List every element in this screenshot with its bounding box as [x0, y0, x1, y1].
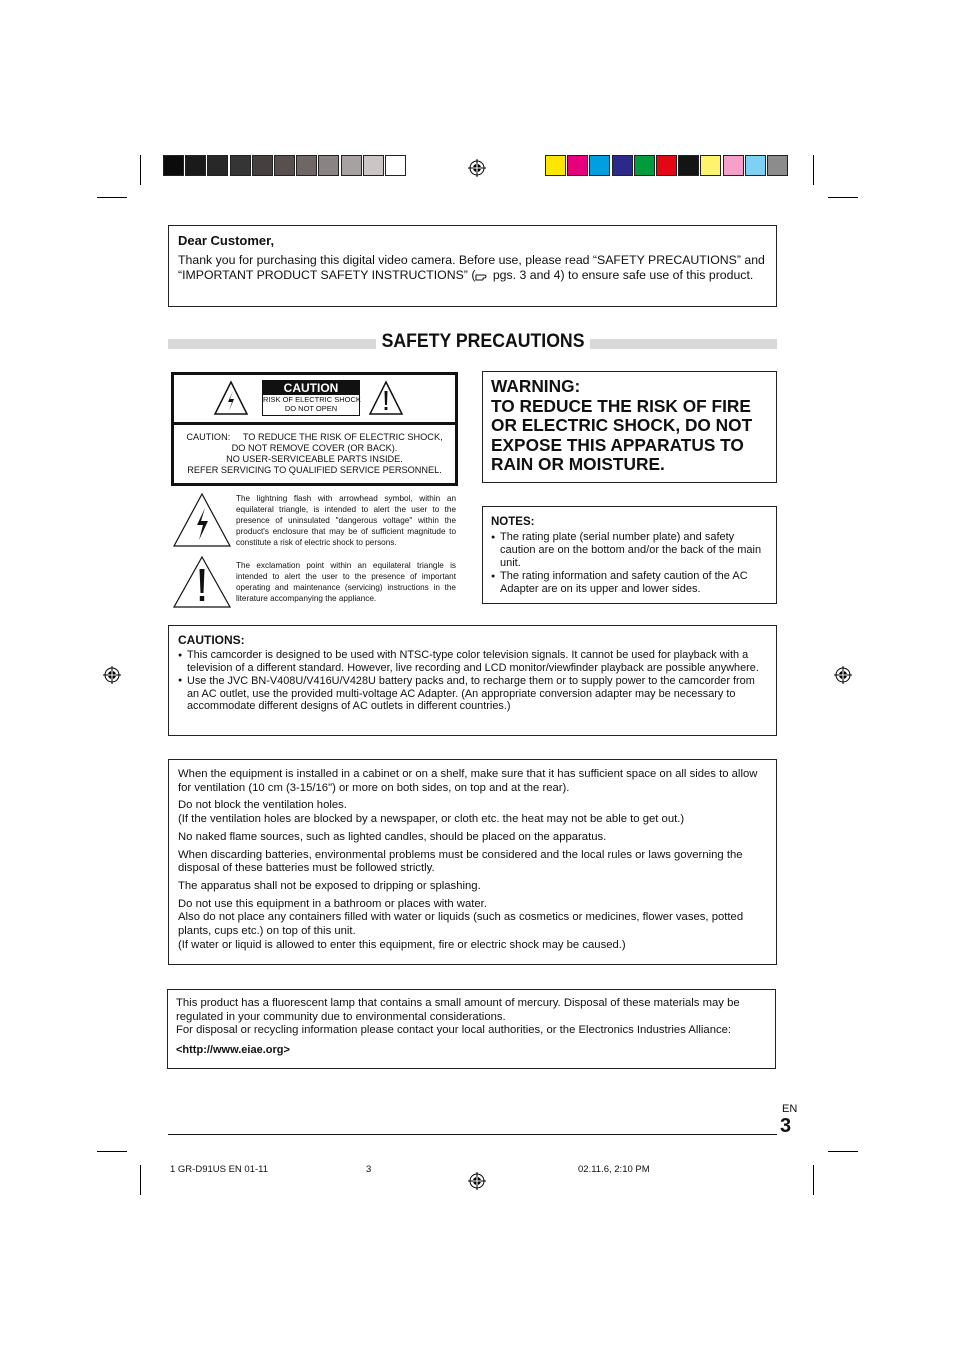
- warning-title: WARNING:: [491, 376, 581, 396]
- color-swatch: [567, 155, 588, 176]
- installation-containers: Also do not place any containers filled with water or liquids (such as cosmetics or medicines, flower vases, potted plants, cups etc.) on top of this unit.: [178, 911, 744, 938]
- color-swatch: [318, 155, 339, 176]
- cautions-item: ● Use the JVC BN-V408U/V416U/V428U battery packs and, to recharge them or to supply power to the camcorder from an AC outlet, use the provided multi-voltage AC Adapter. (An appropriate conversion adapter may be necessary to accommodate different designs of AC outlets in different countries.): [178, 675, 767, 713]
- color-swatch: [296, 155, 317, 176]
- footer-job-id: 1 GR-D91US EN 01-11: [170, 1164, 269, 1175]
- dear-customer-body-part2: pgs. 3 and 4) to ensure safe use of this product.: [489, 268, 754, 282]
- installation-ventilation: When the equipment is installed in a cabinet or on a shelf, make sure that it has sufficient space on all sides to allow for ventilation (10 cm (3-15/16") or more on both sides, on top and at the rear).: [178, 768, 758, 794]
- exclamation-triangle-icon: [172, 555, 232, 609]
- caution-text-line1: CAUTION: TO REDUCE THE RISK OF ELECTRIC SHOCK,: [186, 432, 443, 442]
- crop-mark: [813, 1165, 814, 1195]
- installation-dripping: The apparatus shall not be exposed to dripping or splashing.: [178, 879, 481, 892]
- installation-holes: Do not block the ventilation holes.: [178, 799, 347, 812]
- caution-text-line3: NO USER-SERVICEABLE PARTS INSIDE.: [226, 454, 403, 464]
- installation-flame: No naked flame sources, such as lighted candles, should be placed on the apparatus.: [178, 830, 607, 843]
- color-swatch: [745, 155, 766, 176]
- caution-badge-line1: RISK OF ELECTRIC SHOCK: [263, 395, 361, 404]
- color-swatch: [207, 155, 228, 176]
- section-title: SAFETY PRECAUTIONS: [376, 331, 590, 353]
- crop-mark: [97, 1151, 127, 1152]
- crop-mark: [828, 1151, 858, 1152]
- footer-page: 3: [366, 1164, 372, 1175]
- dear-customer-body-part1: Thank you for purchasing this digital video camera. Before use, please read “SAFETY PRECAUTIONS” and “IMPORTANT PRODUCT SAFETY INSTRUCTIONS” (: [178, 253, 765, 282]
- caution-badge: [262, 380, 360, 416]
- installation-bathroom: Do not use this equipment in a bathroom or places with water.: [178, 897, 487, 910]
- pointing-hand-icon: [475, 271, 489, 281]
- registration-mark-icon: [103, 666, 121, 684]
- cautions-item: ● This camcorder is designed to be used with NTSC-type color television signals. It cannot be used for playback with a television of a different standard. However, live recording and LCD monitor/viewfinder playback are possible anywhere.: [178, 649, 767, 675]
- caution-label-header: [174, 375, 455, 425]
- color-swatch: [341, 155, 362, 176]
- color-swatch: [612, 155, 633, 176]
- mercury-disposal: This product has a fluorescent lamp that contains a small amount of mercury. Disposal of these materials may be regulated in your community due to environmental considerations.: [176, 997, 740, 1023]
- mercury-box: [167, 989, 776, 1069]
- caution-text-line4: REFER SERVICING TO QUALIFIED SERVICE PERSONNEL.: [187, 465, 442, 475]
- footer-rule: [168, 1134, 777, 1135]
- installation-liquid-note: (If water or liquid is allowed to enter this equipment, fire or electric shock may be caused.): [178, 938, 626, 951]
- color-swatch: [723, 155, 744, 176]
- color-swatch: [589, 155, 610, 176]
- caution-text-line2: DO NOT REMOVE COVER (OR BACK).: [231, 443, 398, 453]
- color-swatch: [363, 155, 384, 176]
- page-language: EN: [782, 1103, 798, 1115]
- caution-badge-title: CAUTION: [263, 381, 359, 395]
- registration-mark-icon: [834, 666, 852, 684]
- exclamation-triangle-icon: [368, 380, 404, 416]
- installation-box: [168, 759, 777, 965]
- color-swatch: [634, 155, 655, 176]
- crop-mark: [97, 197, 127, 198]
- crop-mark: [813, 155, 814, 185]
- mercury-contact: For disposal or recycling information please contact your local authorities, or the Electronics Industries Alliance:: [176, 1024, 732, 1036]
- color-swatch: [185, 155, 206, 176]
- exclamation-symbol-explanation: The exclamation point within an equilateral triangle is intended to alert the user to the presence of important operating and maintenance (servicing) instructions in the literature accompanying the appliance.: [236, 561, 456, 603]
- dear-customer-box: [168, 225, 777, 307]
- color-swatch: [656, 155, 677, 176]
- dear-customer-body: [178, 253, 767, 283]
- lightning-symbol-explanation: The lightning flash with arrowhead symbol, within an equilateral triangle, is intended to alert the user to the presence of uninsulated "dangerous voltage" within the product's enclosure that may be of sufficient magnitude to constitute a risk of electric shock to persons.: [236, 494, 456, 547]
- warning-box: [482, 371, 777, 483]
- color-swatch: [163, 155, 184, 176]
- notes-item: ● The rating plate (serial number plate) and safety caution are on the bottom and/or the back of the main unit.: [491, 531, 768, 570]
- cautions-box: [168, 625, 777, 736]
- installation-holes-note: (If the ventilation holes are blocked by a newspaper, or cloth etc. the heat may not be able to get out.): [178, 813, 685, 826]
- footer-timestamp: 02.11.6, 2:10 PM: [578, 1164, 650, 1175]
- color-swatch: [678, 155, 699, 176]
- warning-body: TO REDUCE THE RISK OF FIRE OR ELECTRIC SHOCK, DO NOT EXPOSE THIS APPARATUS TO RAIN OR MOISTURE.: [491, 395, 753, 474]
- crop-mark: [140, 155, 141, 185]
- caution-label: [171, 372, 458, 486]
- dear-customer-heading: Dear Customer,: [178, 233, 275, 248]
- caution-label-text: [174, 432, 455, 476]
- lightning-triangle-icon: [213, 380, 249, 416]
- eia-url-link[interactable]: <http://www.eiae.org>: [176, 1043, 290, 1056]
- color-swatch: [700, 155, 721, 176]
- crop-mark: [140, 1165, 141, 1195]
- caution-badge-line2: DO NOT OPEN: [284, 404, 338, 413]
- crop-mark: [828, 197, 858, 198]
- color-swatch: [252, 155, 273, 176]
- notes-box: [482, 506, 777, 604]
- lightning-triangle-icon: [172, 492, 232, 548]
- registration-mark-icon: [468, 1172, 486, 1190]
- cautions-heading: CAUTIONS:: [178, 633, 245, 647]
- notes-heading: NOTES:: [491, 516, 535, 528]
- installation-batteries: When discarding batteries, environmental problems must be considered and the local rules or laws governing the disposal of these batteries must be followed strictly.: [178, 848, 743, 875]
- color-swatch: [274, 155, 295, 176]
- color-swatch: [545, 155, 566, 176]
- color-swatch: [230, 155, 251, 176]
- page-number: 3: [780, 1115, 792, 1137]
- notes-item: ● The rating information and safety caution of the AC Adapter are on its upper and lower sides.: [491, 570, 768, 596]
- color-swatch: [767, 155, 788, 176]
- registration-mark-icon: [468, 159, 486, 177]
- color-swatch: [385, 155, 406, 176]
